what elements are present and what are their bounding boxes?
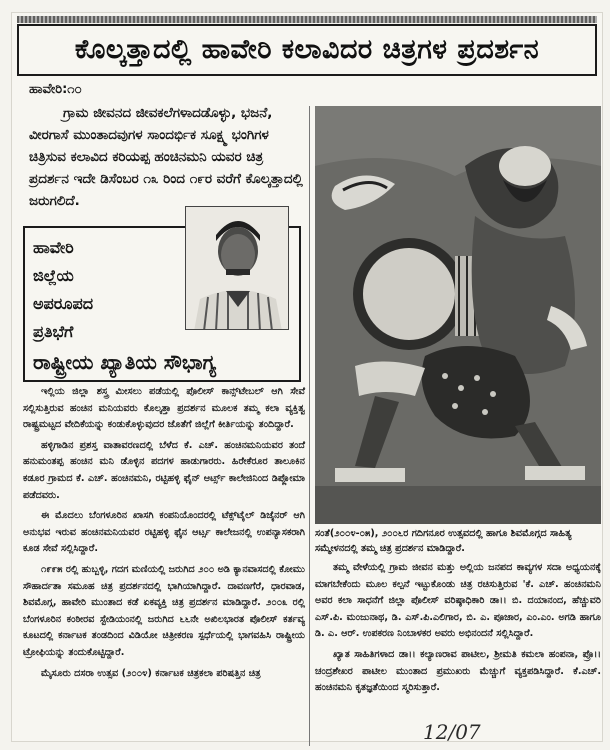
- right-body-column: [315, 560, 601, 701]
- left-body-column: [23, 384, 305, 686]
- dateline: ಹಾವೇರಿ:೧೦: [29, 82, 82, 97]
- body-paragraph: ತಮ್ಮ ವೇಳೆಯಲ್ಲಿ ಗ್ರಾಮ ಜೀವನ ಮತ್ತು ಅಲ್ಲಿಯ ಜನಪದ ಕಾವ್ಯಗಳ ಸದಾ ಅಧ್ಯಯನಕ್ಕೆ ಮಾಗಬೇಕೆಂದು ಮೂಲ ಕಲ್ಪನೆ ಇಟ್ಟುಕೊಂಡು ಚಿತ್ರ ರಚಿಸುತ್ತಿರುವ 'ಕೆ. ಎಚ್. ಹಂಚಿನಮನಿ ಅವರ ಕಲಾ ಸಾಧನೆಗೆ ಜಿಲ್ಲಾ ಪೊಲೀಸ್ ವರಿಷ್ಠಾಧಿಕಾರಿ ಡಾ।। ಬಿ. ದಯಾನಂದ, ಹೆಚ್ಚುವರಿ ಎಸ್.ಪಿ. ಮಂಜುನಾಥ, ಡಿ. ಎಸ್.ಪಿ.ಎಲಿಗಾರ, ಬಿ. ಎ. ಪೂಜಾರ, ಎಂ.ಎಂ. ಅಗಡಿ ಹಾಗೂ ಡಿ. ಎ. ಆರ್. ಉಪಕರಣ ನಿಂಬಾಳಕರ ಅವರು ಅಭಿನಂದನೆ ಸಲ್ಲಿಸಿದ್ದಾರೆ.: [315, 562, 601, 640]
- box-line: ಪ್ರತಿಭೆಗೆ: [33, 322, 74, 341]
- body-paragraph: ೧೯೯೫ ರಲ್ಲಿ ಹುಬ್ಬಳ್ಳಿ, ಗದಗ ಮಣಿಯಲ್ಲಿ ಜರುಗಿದ ೨೦೦ ಅಡಿ ಕ್ಯಾನವಾಸದಲ್ಲಿ ಕೋಮು ಸೌಹಾರ್ದತಾ ಸಮೂಹ ಚಿತ್ರ ಪ್ರದರ್ಶನದಲ್ಲಿ ಭಾಗಿಯಾಗಿದ್ದಾರೆ. ದಾವಣಗೆರೆ, ಧಾರವಾಡ, ಶಿವಮೊಗ್ಗ, ಹಾವೇರಿ ಮುಂತಾದ ಕಡೆ ಏಕವ್ಯಕ್ತಿ ಚಿತ್ರ ಪ್ರದರ್ಶನ ಮಾಡಿದ್ದಾರೆ. ೨೦೦೩ ರಲ್ಲಿ ಬೆಂಗಳೂರಿನ ಕಂಠೀರವ ಸ್ಟೇಡಿಯಂನಲ್ಲಿ ಜರುಗಿದ ೬೬ನೇ ಅಖಿಲಭಾರತ ಪೊಲೀಸ್ ಕರ್ತವ್ಯ ಕೂಟದಲ್ಲಿ ಕರ್ನಾಟಕ ತಂಡದಿಂದ ವಿಡಿಯೋ ಚಿತ್ರೀಕರಣ ಸ್ಪರ್ಧೆಯಲ್ಲಿ ಭಾಗವಹಿಸಿ ರಾಷ್ಟ್ರೀಯ ಟ್ರೋಫಿಯನ್ನು ತಂದುಕೊಟ್ಟಿದ್ದಾರೆ.: [23, 563, 305, 658]
- body-paragraph: ಇಲ್ಲಿಯ ಜಿಲ್ಲಾ ಶಸ್ತ್ರ ಮೀಸಲು ಪಡೆಯಲ್ಲಿ ಪೊಲೀಸ್ ಕಾನ್ಸ್‌ಟೇಬಲ್ ಆಗಿ ಸೇವೆ ಸಲ್ಲಿಸುತ್ತಿರುವ ಹಂಚಿನ ಮನಿಯವರು ಕೊಲ್ಕತ್ತಾ ಪ್ರದರ್ಶನ ಮೂಲಕ ತಮ್ಮ ಕಲಾ ವ್ಯಕ್ತಿತ್ವ ರಾಷ್ಟ್ರಮಟ್ಟದ ವೇದಿಕೆಯನ್ನು ಕಂಡುಕೊಳ್ಳುವುದರ ಜೊತೆಗೆ ಜಿಲ್ಲೆಗೆ ಕೀರ್ತಿಯನ್ನು ತಂದಿದ್ದಾರೆ.: [23, 386, 305, 431]
- folk-drummer-painting: [315, 106, 601, 524]
- handwritten-date: 12/07: [423, 720, 481, 744]
- portrait-image: [186, 207, 289, 330]
- artwork-caption: ಸಂತೆ(೨೦೦೪-೦೫), ೨೦೦೬ರ ಗದಿಗನೂರ ಉತ್ಸವದಲ್ಲಿ ಹಾಗೂ ಶಿವಮೊಗ್ಗದ ಸಾಹಿತ್ಯ ಸಮ್ಮೇಳನದಲ್ಲಿ ತಮ್ಮ ಚಿತ್ರ ಪ್ರದರ್ಶನ ಮಾಡಿದ್ದಾರೆ.: [315, 528, 572, 554]
- lead-paragraph: ಗ್ರಾಮ ಜೀವನದ ಜೀವಕಲೆಗಳಾದಡೊಳ್ಳು, ಭಜನೆ, ವೀರಗಾಸೆ ಮುಂತಾದವುಗಳ ಸಾಂದರ್ಭಿಕ ಸೂಕ್ಷ್ಮ ಭಂಗಿಗಳ ಚಿತ್ರಿಸುವ ಕಲಾವಿದ ಕರಿಯಪ್ಪ ಹಂಚಿನಮನಿ ಯವರ ಚಿತ್ರ ಪ್ರದರ್ಶನ ಇದೇ ಡಿಸೆಂಬರ ೧೩ ರಿಂದ ೧೯ರ ವರೆಗೆ ಕೊಲ್ಕತ್ತಾದಲ್ಲಿ ಜರುಗಲಿದೆ.: [29, 105, 303, 209]
- headline: ಕೊಲ್ಕತ್ತಾದಲ್ಲಿ ಹಾವೇರಿ ಕಲಾವಿದರ ಚಿತ್ರಗಳ ಪ್ರದರ್ಶನ: [17, 24, 597, 76]
- box-line: ಹಾವೇರಿ: [33, 238, 74, 257]
- body-paragraph: ಮೈಸೂರು ದಸರಾ ಉತ್ಸವ (೨೦೦೪) ಕರ್ನಾಟಕ ಚಿತ್ರಕಲಾ ಪರಿಷತ್ತಿನ ಚಿತ್ರ: [41, 667, 261, 679]
- artist-portrait-photo: [185, 206, 289, 330]
- body-paragraph: ಖ್ಯಾತ ಸಾಹಿತಿಗಳಾದ ಡಾ।। ಕಲ್ಯಾಣರಾವ ಪಾಟೀಲ, ಶ್ರೀಮತಿ ಕಮಲಾ ಹಂಪನಾ, ಪ್ರೊ।। ಚಂದ್ರಶೇಖರ ಪಾಟೀಲ ಮುಂತಾದ ಪ್ರಮುಖರು ಮೆಚ್ಚುಗೆ ವ್ಯಕ್ತಪಡಿಸಿದ್ದಾರೆ. ಕೆ.ಎಚ್. ಹಂಚಿನಮನಿ ಕೃತಜ್ಞತೆಯಿಂದ ಸ್ಮರಿಸುತ್ತಾರೆ.: [315, 648, 601, 694]
- newspaper-clipping: [11, 12, 603, 742]
- top-border-strip: [17, 16, 597, 23]
- box-line: ಅಪರೂಪದ: [33, 294, 94, 313]
- box-line: ಜಿಲ್ಲೆಯ: [33, 266, 74, 285]
- body-paragraph: ಹಳ್ಳಿಗಾಡಿನ ಪ್ರಶಸ್ತ ವಾತಾವರಣದಲ್ಲಿ ಬೆಳೆದ ಕೆ. ಎಚ್. ಹಂಚಿನಮನಿಯವರ ತಂದೆ ಹನುಮಂತಪ್ಪ ಹಂಚಿನ ಮನಿ ಡೊಳ್ಳಿನ ಪದಗಳ ಹಾಡುಗಾರರು. ಹಿರೇಕೆರೂರ ತಾಲೂಕಿನ ಕಡೂರ ಗ್ರಾಮದ ಕೆ. ಎಚ್. ಹಂಚಿನಮನಿ, ರಟ್ಟಿಹಳ್ಳಿ ಫೈನ್ ಆರ್ಟ್ಸ್ ಕಾಲೇಜಿನಿಂದ ಡಿಪ್ಲೋಮಾ ಪಡೆದವರು.: [23, 439, 305, 501]
- artwork-reproduction: [315, 106, 601, 524]
- box-line-emphasis: ರಾಷ್ಟ್ರೀಯ ಖ್ಯಾತಿಯ ಸೌಭಾಗ್ಯ: [33, 350, 217, 374]
- column-divider: [309, 106, 310, 746]
- body-paragraph: ಈ ಮೊದಲು ಬೆಂಗಳೂರಿನ ಖಾಸಗಿ ಕಂಪನಿಯೊಂದರಲ್ಲಿ ಟೆಕ್ಸ್‌ಟೈಲ್ ಡಿಜೈನರ್ ಆಗಿ ಅನುಭವ ಇರುವ ಹಂಚಿನಮನಿಯವರ ರಟ್ಟಿಹಳ್ಳಿ ಫೈನ ಆರ್ಟ್ಸ ಕಾಲೇಜನಲ್ಲಿ ಉಪನ್ಯಾಸಕರಾಗಿ ಕೂಡ ಸೇವೆ ಸಲ್ಲಿಸಿದ್ದಾರೆ.: [23, 510, 305, 555]
